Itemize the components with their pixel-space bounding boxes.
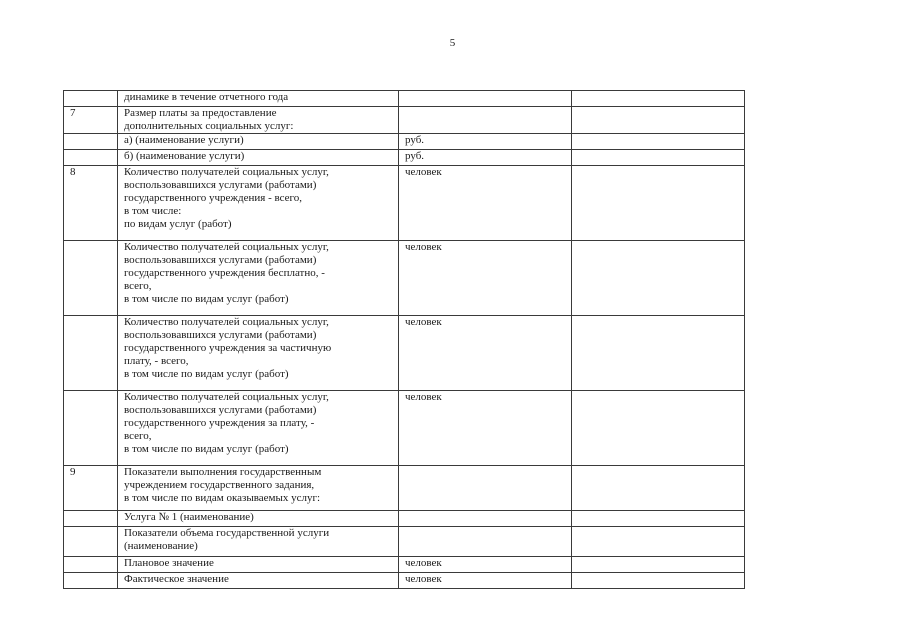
row-number-cell bbox=[64, 316, 118, 391]
table-row bbox=[64, 527, 745, 557]
indicator-name-cell: Количество получателей социальных услуг, воспользовавшихся услугами (работами) государственного учреждения за плату, - всего, в том числе по видам услуг (работ) bbox=[118, 391, 399, 466]
indicator-name-cell: Показатели выполнения государственным учреждением государственного задания, в том числе по видам оказываемых услуг: bbox=[118, 466, 399, 511]
indicator-name-cell: Фактическое значение bbox=[118, 573, 399, 589]
row-number-cell: 9 bbox=[64, 466, 118, 511]
value-cell bbox=[572, 316, 745, 391]
unit-cell bbox=[399, 466, 572, 511]
unit-cell bbox=[399, 511, 572, 527]
table-row bbox=[64, 511, 745, 527]
value-cell bbox=[572, 91, 745, 107]
unit-cell: человек bbox=[399, 391, 572, 466]
indicator-name-cell: а) (наименование услуги) bbox=[118, 134, 399, 150]
row-number-cell bbox=[64, 134, 118, 150]
table-row bbox=[64, 391, 745, 466]
value-cell bbox=[572, 241, 745, 316]
value-cell bbox=[572, 466, 745, 511]
table-row bbox=[64, 466, 745, 511]
unit-cell bbox=[399, 107, 572, 134]
indicator-name-cell: динамике в течение отчетного года bbox=[118, 91, 399, 107]
unit-cell: человек bbox=[399, 166, 572, 241]
row-number-cell bbox=[64, 527, 118, 557]
row-number-cell: 7 bbox=[64, 107, 118, 134]
unit-cell: человек bbox=[399, 241, 572, 316]
row-number-cell bbox=[64, 557, 118, 573]
indicator-name-cell: Количество получателей социальных услуг, воспользовавшихся услугами (работами) государственного учреждения бесплатно, - всего, в том числе по видам услуг (работ) bbox=[118, 241, 399, 316]
indicator-name-cell: Услуга № 1 (наименование) bbox=[118, 511, 399, 527]
indicator-name-cell: б) (наименование услуги) bbox=[118, 150, 399, 166]
value-cell bbox=[572, 527, 745, 557]
table-row bbox=[64, 150, 745, 166]
indicator-name-cell: Количество получателей социальных услуг, воспользовавшихся услугами (работами) государственного учреждения - всего, в том числе: по видам услуг (работ) bbox=[118, 166, 399, 241]
indicator-name-cell: Размер платы за предоставление дополнительных социальных услуг: bbox=[118, 107, 399, 134]
unit-cell: руб. bbox=[399, 150, 572, 166]
indicator-name-cell: Плановое значение bbox=[118, 557, 399, 573]
row-number-cell bbox=[64, 91, 118, 107]
table-row bbox=[64, 573, 745, 589]
unit-cell: человек bbox=[399, 557, 572, 573]
indicators-table bbox=[63, 90, 745, 589]
unit-cell bbox=[399, 527, 572, 557]
table-row bbox=[64, 134, 745, 150]
value-cell bbox=[572, 573, 745, 589]
row-number-cell bbox=[64, 391, 118, 466]
value-cell bbox=[572, 150, 745, 166]
indicator-name-cell: Количество получателей социальных услуг, воспользовавшихся услугами (работами) государственного учреждения за частичную плату, - всего, в том числе по видам услуг (работ) bbox=[118, 316, 399, 391]
unit-cell bbox=[399, 91, 572, 107]
unit-cell: руб. bbox=[399, 134, 572, 150]
table-row bbox=[64, 91, 745, 107]
row-number-cell bbox=[64, 241, 118, 316]
value-cell bbox=[572, 166, 745, 241]
row-number-cell bbox=[64, 511, 118, 527]
unit-cell: человек bbox=[399, 573, 572, 589]
table-row bbox=[64, 241, 745, 316]
indicator-name-cell: Показатели объема государственной услуги (наименование) bbox=[118, 527, 399, 557]
page-number: 5 bbox=[449, 37, 456, 49]
value-cell bbox=[572, 557, 745, 573]
value-cell bbox=[572, 107, 745, 134]
table-row bbox=[64, 166, 745, 241]
table-row bbox=[64, 107, 745, 134]
unit-cell: человек bbox=[399, 316, 572, 391]
row-number-cell bbox=[64, 150, 118, 166]
value-cell bbox=[572, 134, 745, 150]
value-cell bbox=[572, 511, 745, 527]
row-number-cell: 8 bbox=[64, 166, 118, 241]
value-cell bbox=[572, 391, 745, 466]
table-row bbox=[64, 557, 745, 573]
row-number-cell bbox=[64, 573, 118, 589]
table-row bbox=[64, 316, 745, 391]
